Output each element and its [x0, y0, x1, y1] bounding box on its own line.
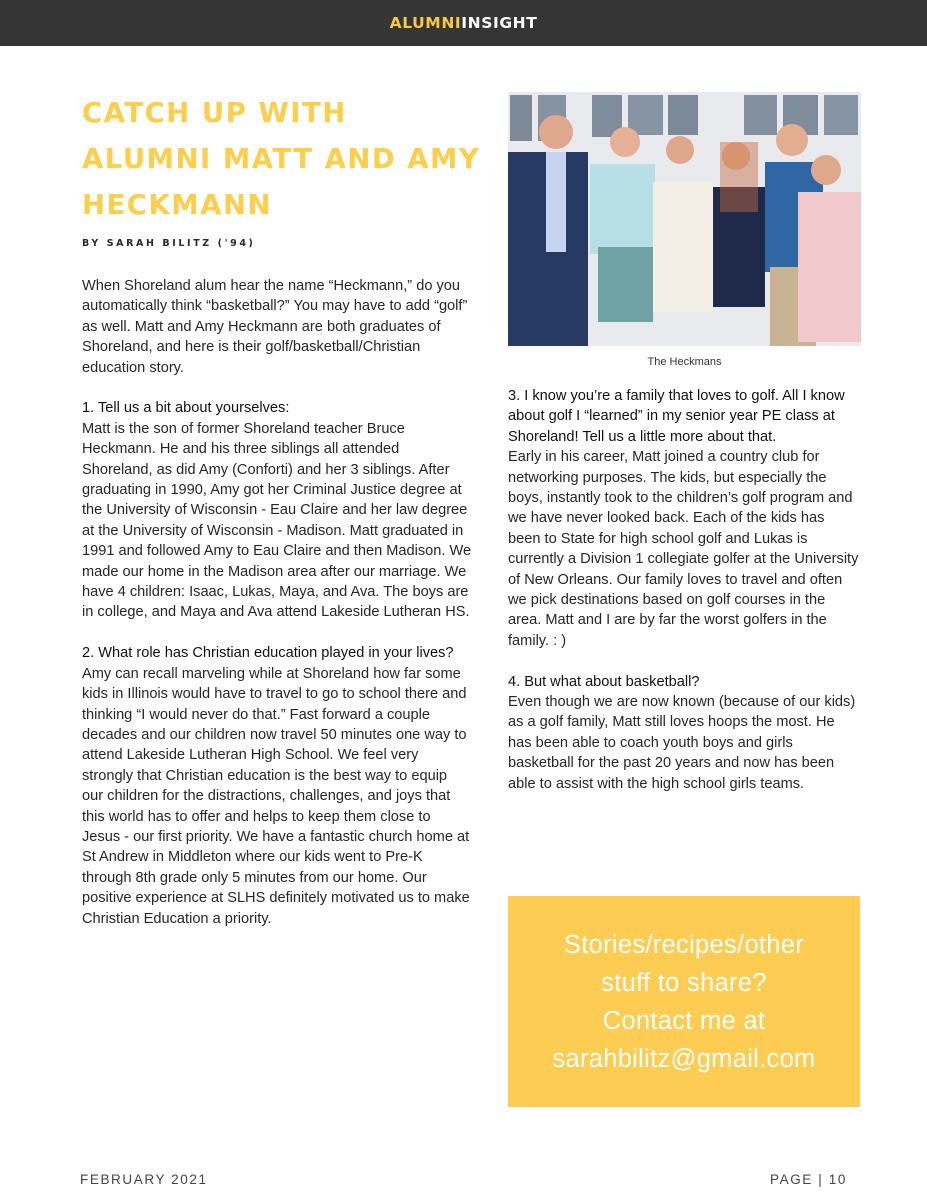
family-photo-illustration — [508, 92, 861, 346]
byline: BY SARAH BILITZ ('94) — [82, 238, 256, 249]
answer-1: Matt is the son of former Shoreland teacher Bruce Heckmann. He and his three siblings all attended Shoreland, as did Amy (Conforti) and her 3 siblings. After graduating in 1990, Amy got her Criminal Justice degree at the University of Wisconsin - Eau Claire and her law degree at the University of Wisconsin - Madison. Matt graduated in 1991 and followed Amy to Eau Claire and then Madison. We made our home in the Madison area after our marriage. We have 4 children: Isaac, Lukas, Maya, and Ava. The boys are in college, and Maya and Ava attend Lakeside Lutheran HS. — [82, 420, 472, 621]
brand-part-alumni: ALUMNI — [389, 14, 462, 32]
header-bar — [0, 0, 927, 46]
photo-caption: The Heckmans — [647, 356, 722, 368]
contact-line-3: Contact me at — [602, 1006, 766, 1035]
question-1: 1. Tell us a bit about yourselves: — [82, 400, 290, 417]
contact-box — [508, 896, 860, 1107]
answer-4: Even though we are now known (because of our kids) as a golf family, Matt still loves hoops the most. He has been able to coach youth boys and girls basketball for the past 20 years and now has been able to assist with the high school girls teams. — [508, 694, 856, 792]
answer-2: Amy can recall marveling while at Shoreland how far some kids in Illinois would have to travel to go to school there and thinking “I would never do that.” Fast forward a couple decades and our children now travel 50 minutes one way to attend Lakeside Lutheran High School. We feel very strongly that Christian education is the best way to equip our children for the distractions, challenges, and joys that this world has to offer and helps to keep them close to Jesus - our first priority. We have a fantastic church home at St Andrew in Middleton where our kids went to Pre-K through 8th grade only 5 minutes from our home. Our positive experience at SLHS definitely motivated us to make Christian Education a priority. — [82, 665, 470, 927]
left-column — [82, 276, 472, 929]
intro-paragraph: When Shoreland alum hear the name “Heckmann,” do you automatically think “basketball?” You may have to add “golf” as well. Matt and Amy Heckmann are both graduates of Shoreland, and here is their golf/basketball/Christian education story. — [82, 278, 468, 376]
family-photo — [508, 92, 861, 346]
brand-logo — [390, 14, 538, 32]
question-3: 3. I know you’re a family that loves to golf. All I know about golf I “learned” in my senior year PE class at Shoreland! Tell us a little more about that. — [508, 388, 845, 445]
contact-line-1: Stories/recipes/other — [563, 930, 805, 959]
answer-3: Early in his career, Matt joined a country club for networking purposes. The kids, but especially the boys, instantly took to the children’s golf program and we have never looked back. Each of the kids has been to State for high school golf and Lukas is currently a Division 1 collegiate golfer at the University of New Orleans. Our family loves to travel and often we pick destinations based on golf courses in the area. Matt and I are by far the worst golfers in the family. : ) — [508, 449, 859, 649]
question-4: 4. But what about basketball? — [508, 673, 700, 690]
right-column — [508, 386, 860, 794]
question-2: 2. What role has Christian education played in your lives? — [82, 645, 454, 662]
contact-line-2: stuff to share? — [601, 968, 767, 997]
brand-part-insight: INSIGHT — [461, 14, 538, 32]
footer-page-number: PAGE | 10 — [770, 1172, 847, 1187]
footer-date: FEBRUARY 2021 — [80, 1172, 208, 1187]
contact-text — [552, 926, 815, 1078]
article-title: CATCH UP WITH ALUMNI MATT AND AMY HECKMANN — [82, 97, 481, 221]
contact-email[interactable]: sarahbilitz@gmail.com — [552, 1044, 816, 1073]
